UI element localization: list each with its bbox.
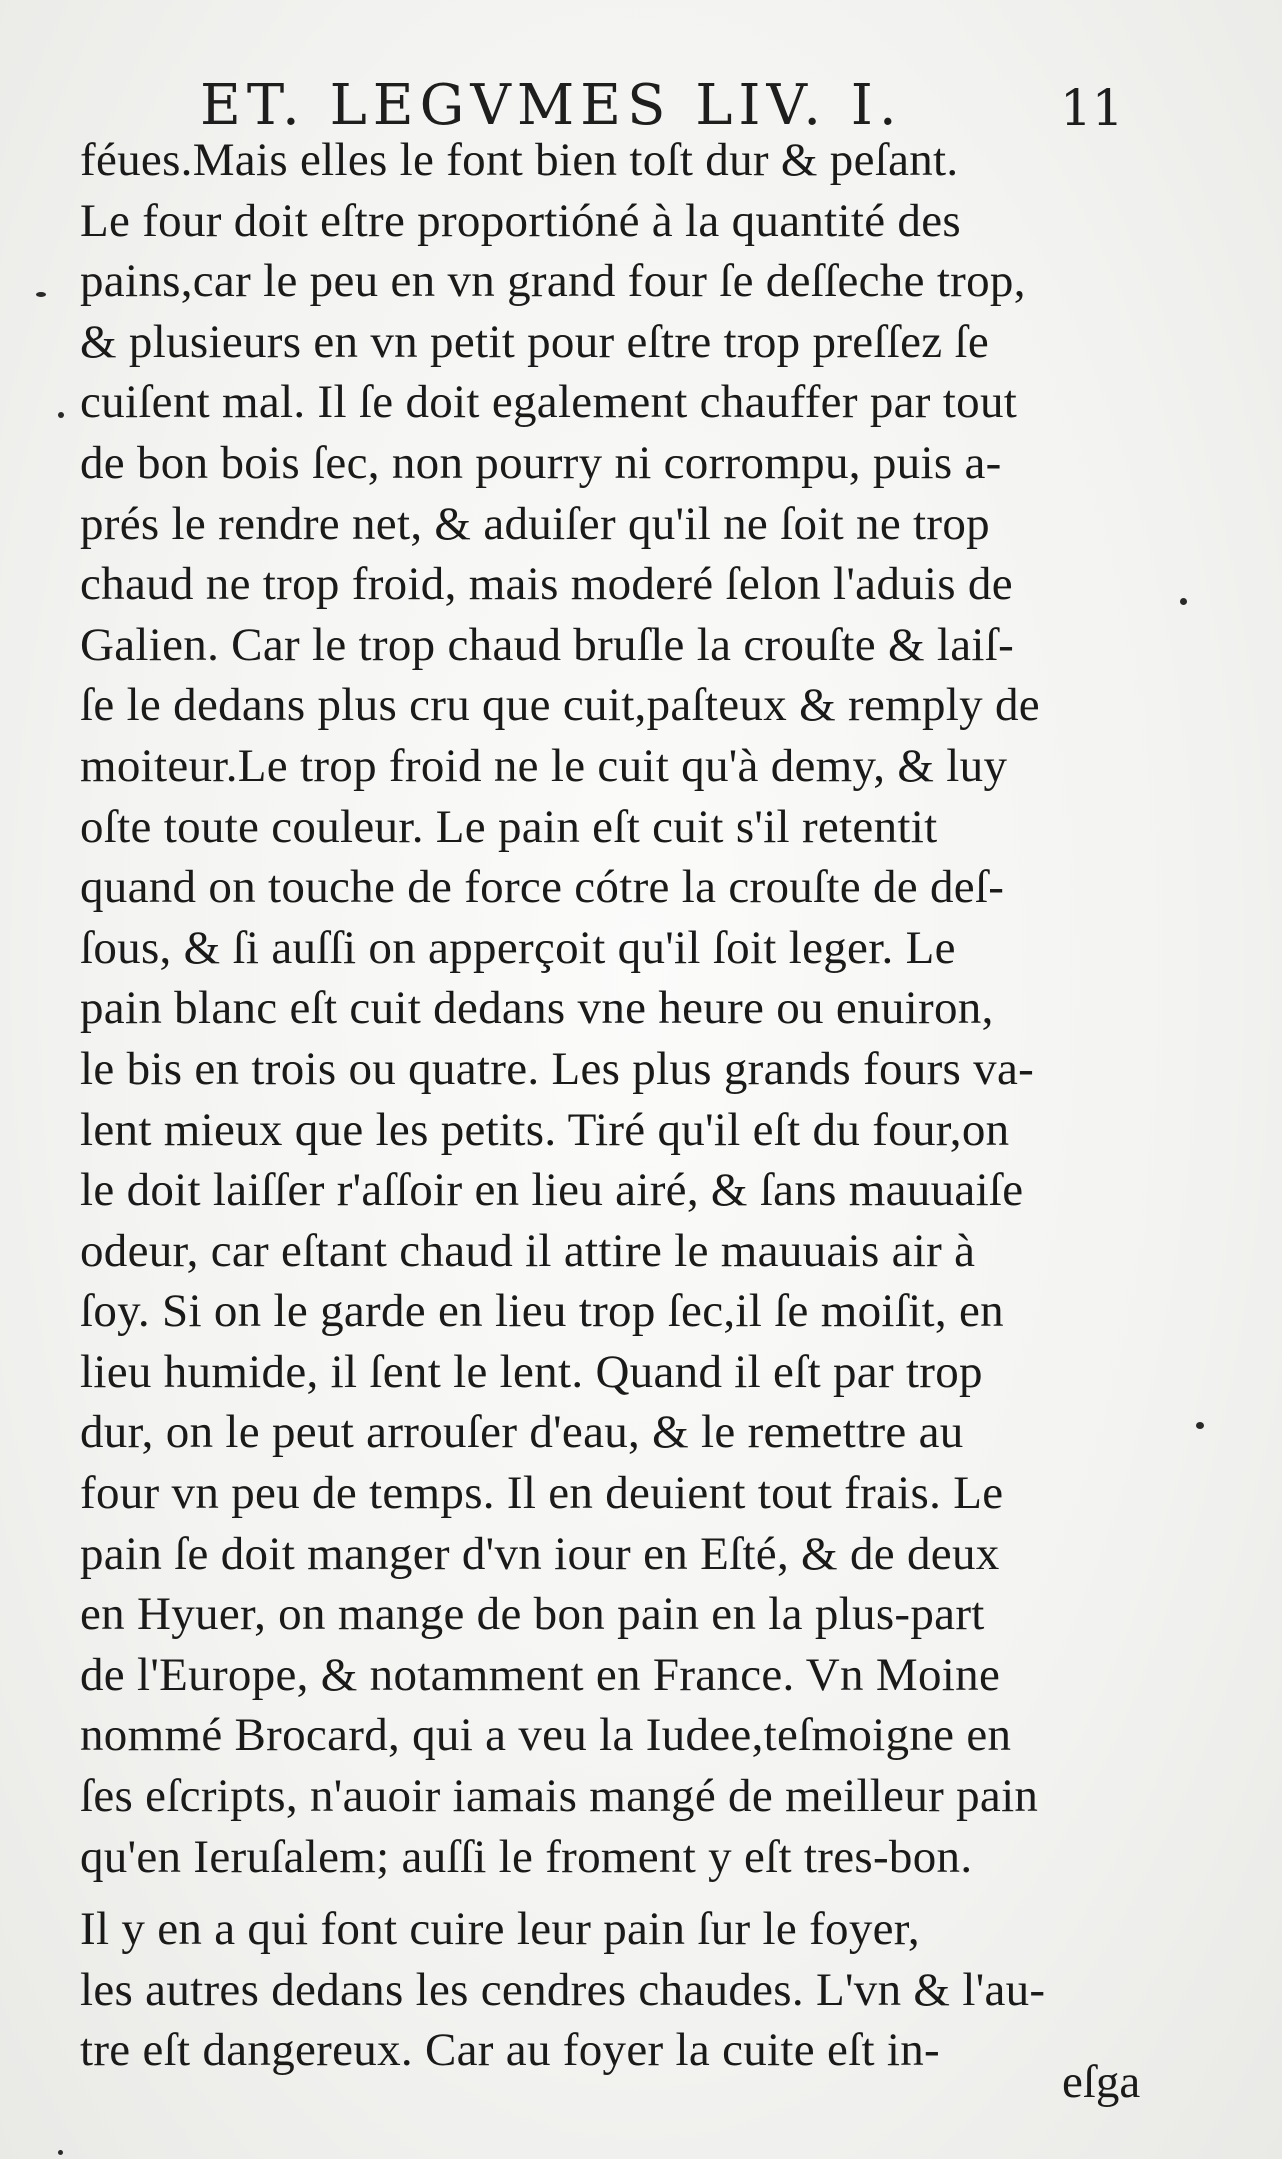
paragraph	[80, 1899, 1180, 2081]
text-line: cuiſent mal. Il ſe doit egalement chauffer par tout	[80, 376, 1018, 429]
text-line: Il y en a qui font cuire leur pain ſur le foyer,	[80, 1903, 920, 1956]
text-line: pain blanc eſt cuit dedans vne heure ou enuiron,	[80, 982, 994, 1035]
text-line: ſous, & ſi auſſi on apperçoit qu'il ſoit leger. Le	[80, 921, 956, 974]
text-line: & plusieurs en vn petit pour eſtre trop preſſez ſe	[80, 315, 990, 368]
text-line: ſes eſcripts, n'auoir iamais mangé de meilleur pain	[80, 1770, 1039, 1823]
text-line: prés le rendre net, & aduiſer qu'il ne ſoit ne trop	[80, 497, 990, 550]
text-line: le doit laiſſer r'aſſoir en lieu airé, & ſans mauuaiſe	[80, 1164, 1024, 1217]
running-title: ET. LEGVMES LIV. I.	[200, 73, 903, 138]
ink-speck	[36, 292, 46, 297]
text-line: four vn peu de temps. Il en deuient tout frais. Le	[80, 1467, 1004, 1520]
text-line: les autres dedans les cendres chaudes. L'vn & l'au-	[80, 1963, 1046, 2016]
ink-speck	[1180, 598, 1187, 605]
text-line: lent mieux que les petits. Tiré qu'il eſt du four,on	[80, 1103, 1010, 1156]
text-line: oſte toute couleur. Le pain eſt cuit s'il retentit	[80, 800, 938, 853]
paragraph	[80, 130, 1180, 191]
text-line: de bon bois ſec, non pourry ni corrompu, puis a-	[80, 436, 1002, 489]
text-line: odeur, car eſtant chaud il attire le mauuais air à	[80, 1224, 976, 1277]
text-line: pain ſe doit manger d'vn iour en Eſté, & de deux	[80, 1527, 1000, 1580]
paragraph	[80, 191, 1180, 1888]
text-line: nommé Brocard, qui a veu la Iudee,teſmoigne en	[80, 1709, 1012, 1762]
text-line: Le four doit eſtre proportióné à la quantité des	[80, 194, 961, 247]
text-line: tre eſt dangereux. Car au foyer la cuite eſt in-	[80, 2024, 941, 2077]
text-line: ſoy. Si on le garde en lieu trop ſec,il ſe moiſit, en	[80, 1285, 1004, 1338]
text-line: moiteur.Le trop froid ne le cuit qu'à demy, & luy	[80, 739, 1008, 792]
text-line: quand on touche de force cótre la crouſte de deſ-	[80, 861, 1005, 914]
ink-speck	[1196, 1422, 1204, 1429]
text-line: chaud ne trop froid, mais moderé ſelon l'aduis de	[80, 558, 1013, 611]
text-line: ſe le dedans plus cru que cuit,paſteux & remply de	[80, 679, 1040, 732]
text-line: de l'Europe, & notamment en France. Vn Moine	[80, 1648, 1001, 1701]
text-line: lieu humide, il ſent le lent. Quand il eſt par trop	[80, 1345, 983, 1398]
catchword: eſga	[1062, 2056, 1141, 2108]
text-line: le bis en trois ou quatre. Les plus grands fours va-	[80, 1042, 1035, 1095]
ink-speck	[58, 412, 64, 418]
text-line: pains,car le peu en vn grand four ſe deſſeche trop,	[80, 255, 1026, 308]
page-number: 11	[1060, 79, 1124, 137]
text-line: qu'en Ieruſalem; auſſi le froment y eſt tres-bon.	[80, 1830, 973, 1883]
paragraph-gap	[80, 1887, 1180, 1899]
text-line: dur, on le peut arrouſer d'eau, & le remettre au	[80, 1406, 964, 1459]
body-text	[80, 130, 1180, 2081]
text-line: en Hyuer, on mange de bon pain en la plus-part	[80, 1588, 985, 1641]
text-line: féues.Mais elles le font bien toſt dur & peſant.	[80, 134, 959, 186]
ink-speck	[58, 2150, 63, 2155]
text-line: Galien. Car le trop chaud bruſle la crouſte & laiſ-	[80, 618, 1015, 671]
